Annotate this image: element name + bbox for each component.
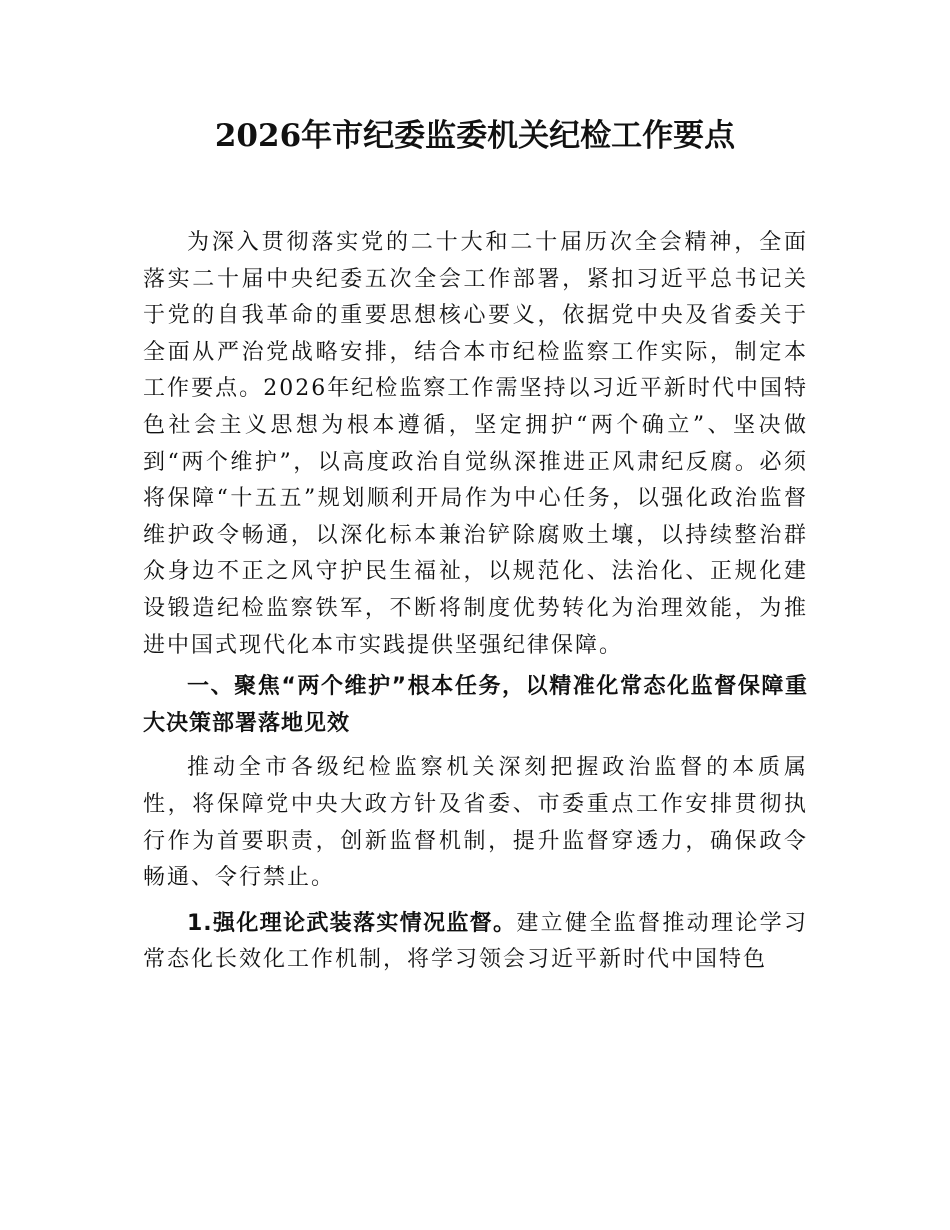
item-text: 建立健全监督推动理论学习常态化长效化工作机制，将学习领会习近平新时代中国特色: [143, 910, 808, 973]
item-paragraph: [143, 906, 808, 979]
section-heading: 一、聚焦“两个维护”根本任务，以精准化常态化监督保障重大决策部署落地见效: [143, 674, 808, 736]
intro-paragraph: 为深入贯彻落实党的二十大和二十届历次全会精神，全面落实二十届中央纪委五次全会工作部署，紧扣习近平总书记关于党的自我革命的重要思想核心要义，依据党中央及省委关于全面从严治党战略安排，结合本市纪检监察工作实际，制定本工作要点。2026年纪检监察工作需坚持以习近平新时代中国特色社会主义思想为根本遵循，坚定拥护“两个确立”、坚决做到“两个维护”，以高度政治自觉纵深推进正风肃纪反腐。必须将保障“十五五”规划顺利开局作为中心任务，以强化政治监督维护政令畅通，以深化标本兼治铲除腐败土壤，以持续整治群众身边不正之风守护民生福祉，以规范化、法治化、正规化建设锻造纪检监察铁军，不断将制度优势转化为治理效能，为推进中国式现代化本市实践提供坚强纪律保障。: [143, 230, 808, 658]
item-lead: 1.强化理论武装落实情况监督。: [187, 910, 517, 936]
document-title: 2026年市纪委监委机关纪检工作要点: [214, 118, 736, 154]
section-paragraph: 推动全市各级纪检监察机关深刻把握政治监督的本质属性，将保障党中央大政方针及省委、市委重点工作安排贯彻执行作为首要职责，创新监督机制，提升监督穿透力，确保政令畅通、令行禁止。: [143, 755, 808, 891]
document-body: [143, 225, 808, 979]
